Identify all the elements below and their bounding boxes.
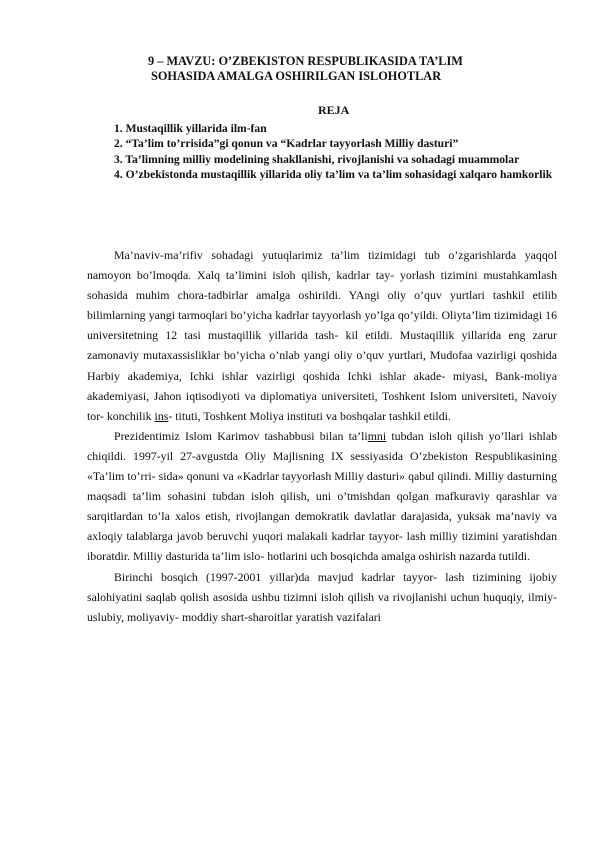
paragraph-2-underlined: mni <box>367 428 387 443</box>
paragraph-2 <box>87 426 557 567</box>
paragraph-1 <box>87 245 557 426</box>
plan-item-2: 2. “Ta’lim to’rrisida”gi qonun va “Kadrlar tayyorlash Milliy dasturi” <box>114 137 459 151</box>
title-line-1: 9 – MAVZU: O’ZBEKISTON RESPUBLIKASIDA TA’LIM <box>148 54 463 68</box>
plan-list <box>87 121 557 182</box>
paragraph-1-text-a: Ma’naviv-ma’rifiv sohadagi yutuqlarimiz ta’lim tizimidagi tub o’zgarishlarda yaqqol namoyon bo’lmoqda. Xalq ta’limini isloh qilish, kadrlar tay- yorlash tizimini mustahkamlash sohasida muhim chora-tadbirlar amalga oshirildi. YAngi oliy o’quv yurtlari tashkil etilib bilimlarning yangi tarmoqlari bo’yicha kadrlar tayyorlash yo’lga qo’yildi. Oliyta’lim tizimidagi 16 universitetning 12 tasi mustaqillik yillarida tash- kil etildi. Mustaqillik yillarida eng zarur zamonaviy mutaxassisliklar bo’yicha o’nlab yangi oliy o’quv yurtlari, Mudofaa vazirligi qoshida Harbiy akademiya, Ichki ishlar vazirligi qoshida Ichki ishlar akade- miyasi, Bank-moliya akademiyasi, Jahon iqtisodiyoti va diplomatiya universiteti, Toshkent Islom universiteti, Navoiy tor- konchilik <box>87 248 557 423</box>
paragraph-2-text-a: Prezidentimiz Islom Karimov tashabbusi bilan ta’li <box>114 428 368 443</box>
paragraph-2-text-b: tubdan isloh qilish yo’llari ishlab chiqildi. 1997-yil 27-avgustda Oliy Majlisning IX sessiyasida O’zbekiston Respublikasining «Ta’lim to’rri- sida» qonuni va «Kadrlar tayyorlash Milliy dasturi» qabul qilindi. Milliy dasturning maqsadi ta’lim sohasini tubdan isloh qilish, uni o’tmishdan qolgan mafkuraviy qarashlar va sarqitlardan to’la xalos etish, rivojlangan demokratik davlatlar darajasida, yuksak ma’naviy va axloqiy talablarga javob beruvchi yuqori malakali kadrlar tayyor- lash milliy tizimini yaratishdan iboratdir. Milliy dasturida ta’lim islo- hotlarini uch bosqichda amalga oshirish nazarda tutildi. <box>87 428 557 564</box>
plan-item-1: 1. Mustaqillik yillarida ilm-fan <box>114 122 267 135</box>
title-line-2: SOHASIDA AMALGA OSHIRILGAN ISLOHOTLAR <box>151 69 442 83</box>
plan-item-3: 3. Ta’limning milliy modelining shakllanishi, rivojlanishi va sohadagi muammolar <box>114 152 520 166</box>
paragraph-1-underlined: ins <box>154 408 169 423</box>
paragraph-3: Birinchi bosqich (1997-2001 yillar)da mavjud kadrlar tayyor- lash tizimining ijobiy salohiyatini saqlab qolish asosida ushbu tizimni isloh qilish va rivojlanishi uchun huquqiy, ilmiy-uslubiy, moliyaviy- moddiy shart-sharoitlar yaratish vazifalari <box>87 569 557 624</box>
plan-heading: REJA <box>318 103 350 117</box>
plan-item-4: 4. O’zbekistonda mustaqillik yillarida oliy ta’lim va ta’lim sohasidagi xalqaro hamkorlik <box>114 167 553 181</box>
paragraph-1-text-b: - tituti, Toshkent Moliya instituti va boshqalar tashkil etildi. <box>168 408 451 423</box>
body-text <box>87 245 557 627</box>
